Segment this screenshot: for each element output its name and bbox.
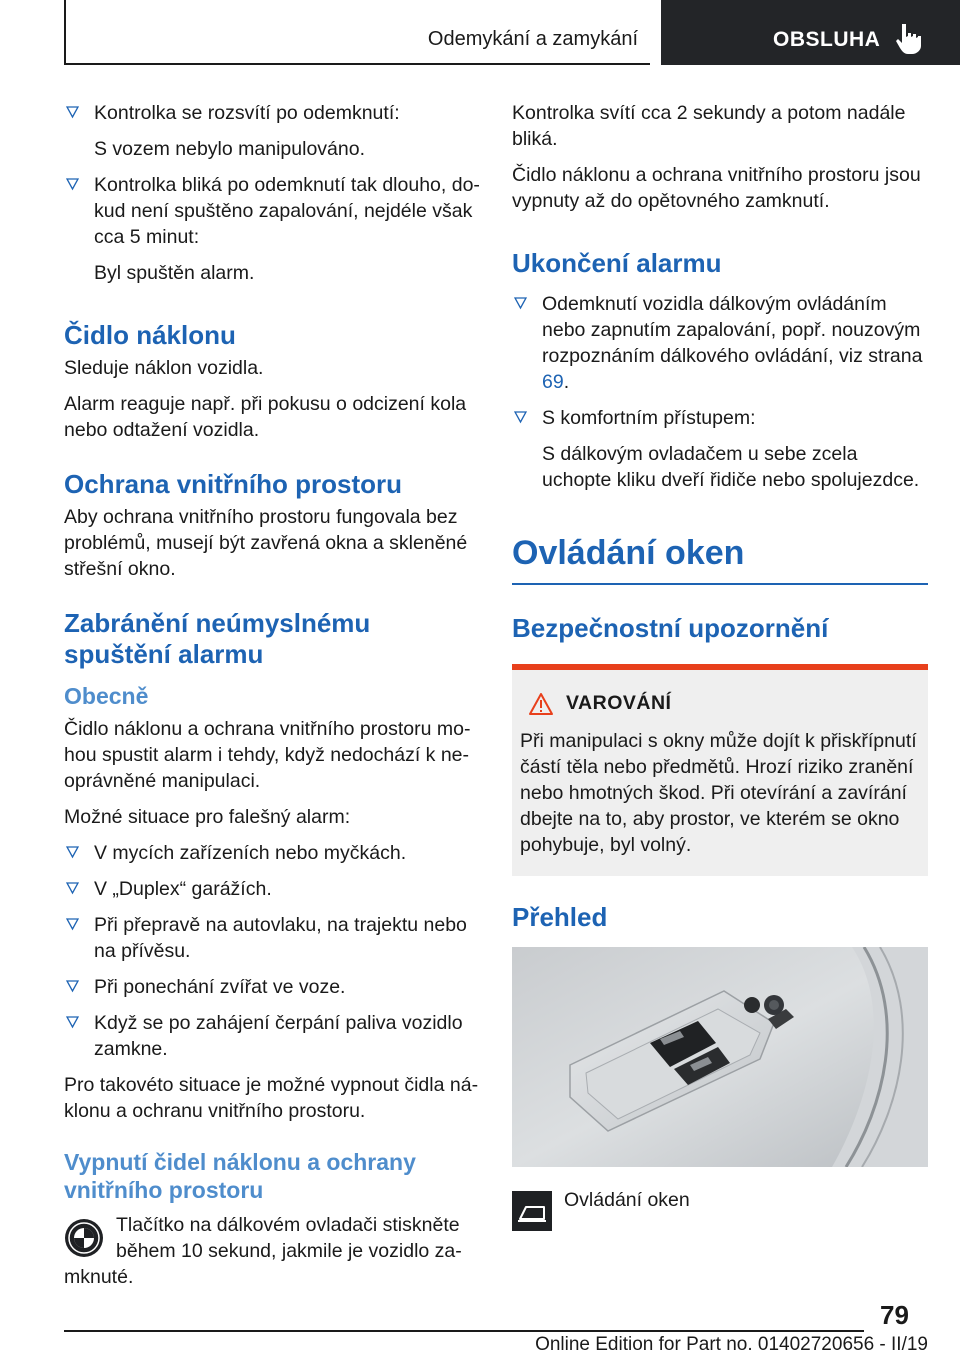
paragraph: Čidlo náklonu a ochrana vnitřního prostoru jsou vypnuty až do opětovného zamknutí. <box>512 164 921 212</box>
footer-rule <box>64 1330 864 1332</box>
heading-end-alarm: Ukončení alarmu <box>512 248 722 278</box>
list-item <box>64 876 480 902</box>
header-bottom-rule <box>64 63 650 65</box>
warning-box <box>512 664 928 876</box>
heading-general: Obecně <box>64 683 149 709</box>
paragraph: Alarm reaguje např. při pokusu o odcizení kola nebo odtažení vozidla. <box>64 393 467 441</box>
warning-text: Při manipulaci s okny může dojít k přiskřípnutí částí těla nebo předmětů. Hrozí riziko zranění nebo hmotných škod. Při otevírání a zavírání dbejte na to, aby prostor, ve kterém se okno pohybuje, byl volný. <box>520 729 917 856</box>
header-chapter-tab[interactable] <box>661 0 960 65</box>
triangle-bullet-icon <box>66 980 79 993</box>
list-item-text: Při ponechání zvířat ve voze. <box>94 976 346 998</box>
triangle-bullet-icon <box>514 297 527 310</box>
header-chapter-label: OBSLUHA <box>773 28 881 51</box>
triangle-bullet-icon <box>66 178 79 191</box>
footer-edition: Online Edition for Part no. 01402720656 - II/19 <box>535 1334 928 1355</box>
window-control-icon <box>512 1191 552 1231</box>
heading-tilt-sensor: Čidlo náklonu <box>64 320 236 350</box>
paragraph: Sleduje náklon vozidla. <box>64 357 264 379</box>
hand-pointer-icon <box>893 22 923 56</box>
page-link[interactable]: 69 <box>542 371 564 393</box>
paragraph: Pro takovéto situace je možné vypnout čidla náklonu a ochranu vnitřního prostoru. <box>64 1074 479 1122</box>
paragraph: Kontrolka svítí cca 2 sekundy a potom nadále bliká. <box>512 102 906 150</box>
right-column <box>512 100 928 1227</box>
heading-window-control: Ovládání oken <box>512 534 745 572</box>
triangle-bullet-icon <box>66 106 79 119</box>
list-item-text: V mycích zařízeních nebo myčkách. <box>94 842 407 864</box>
heading-disable-sensors: Vypnutí čidel náklonu a ochrany vnitřního prostoru <box>64 1149 416 1203</box>
triangle-bullet-icon <box>66 882 79 895</box>
indicator-bullet-list <box>64 100 480 286</box>
symbol-caption: Ovládání oken <box>564 1188 690 1211</box>
list-item-text: Kontrolka bliká po odemknutí tak dlouho, dokud není spuštěno zapalování, nejdéle však cca 5 minut: <box>94 174 480 248</box>
list-item <box>512 291 928 395</box>
list-item <box>64 100 480 162</box>
list-item-text: Odemknutí vozidla dálkovým ovládáním nebo zapnutím zapalování, popř. nouzovým rozpoznáním dálkového ovládání, viz strana <box>542 293 923 367</box>
list-item <box>64 912 480 964</box>
list-item <box>64 172 480 286</box>
false-alarm-list <box>64 840 480 1062</box>
list-item-sub: S dálkovým ovladačem u sebe zcela uchopte kliku dveří řidiče nebo spolujezdce. <box>542 443 920 491</box>
triangle-bullet-icon <box>66 1016 79 1029</box>
paragraph: Aby ochrana vnitřního prostoru fungovala bez problémů, musejí být zavřená okna a skleněné střešní okno. <box>64 506 468 580</box>
page-number: 79 <box>880 1300 909 1330</box>
bmw-key-button-icon <box>64 1218 104 1258</box>
warning-title-row <box>520 692 920 716</box>
list-item <box>512 405 928 493</box>
paragraph: Tlačítko na dálkovém ovladači stiskněte během 10 sekund, jakmile je vozidlo zamknuté. <box>64 1214 462 1288</box>
heading-rule <box>512 583 928 585</box>
paragraph: Čidlo náklonu a ochrana vnitřního prostoru mohou spustit alarm i tehdy, když nedochází k neoprávněné manipulaci. <box>64 718 471 792</box>
left-column <box>64 100 480 1300</box>
list-item-text: Kontrolka se rozsvítí po odemknutí: <box>94 102 400 124</box>
warning-title: VAROVÁNÍ <box>566 692 672 714</box>
warning-triangle-icon <box>528 692 554 716</box>
list-item <box>64 840 480 866</box>
list-item <box>64 974 480 1000</box>
heading-interior-protection: Ochrana vnitřního prostoru <box>64 469 403 499</box>
window-switch-photo <box>512 947 928 1167</box>
triangle-bullet-icon <box>66 846 79 859</box>
list-item-text: S komfortním přístupem: <box>542 407 756 429</box>
heading-prevent-false-alarm: Zabránění neúmyslnému spuštění alarmu <box>64 608 371 669</box>
triangle-bullet-icon <box>66 918 79 931</box>
paragraph: Možné situace pro falešný alarm: <box>64 806 351 828</box>
end-alarm-list <box>512 291 928 493</box>
heading-overview: Přehled <box>512 901 608 932</box>
list-item-text: V „Duplex“ garážích. <box>94 878 272 900</box>
list-item-sub: S vozem nebylo manipulováno. <box>94 138 365 160</box>
list-item-end: . <box>563 371 570 393</box>
list-item-text: Když se po zahájení čerpání paliva vozidlo zamkne. <box>94 1012 463 1060</box>
list-item <box>64 1010 480 1062</box>
list-item-sub: Byl spuštěn alarm. <box>94 262 255 284</box>
triangle-bullet-icon <box>514 411 527 424</box>
window-control-symbol-row <box>512 1187 928 1227</box>
header-section-title: Odemykání a zamykání <box>427 28 638 50</box>
heading-safety-notes: Bezpečnostní upozornění <box>512 612 829 643</box>
list-item-text: Při přepravě na autovlaku, na trajektu nebo na přívěsu. <box>94 914 467 962</box>
